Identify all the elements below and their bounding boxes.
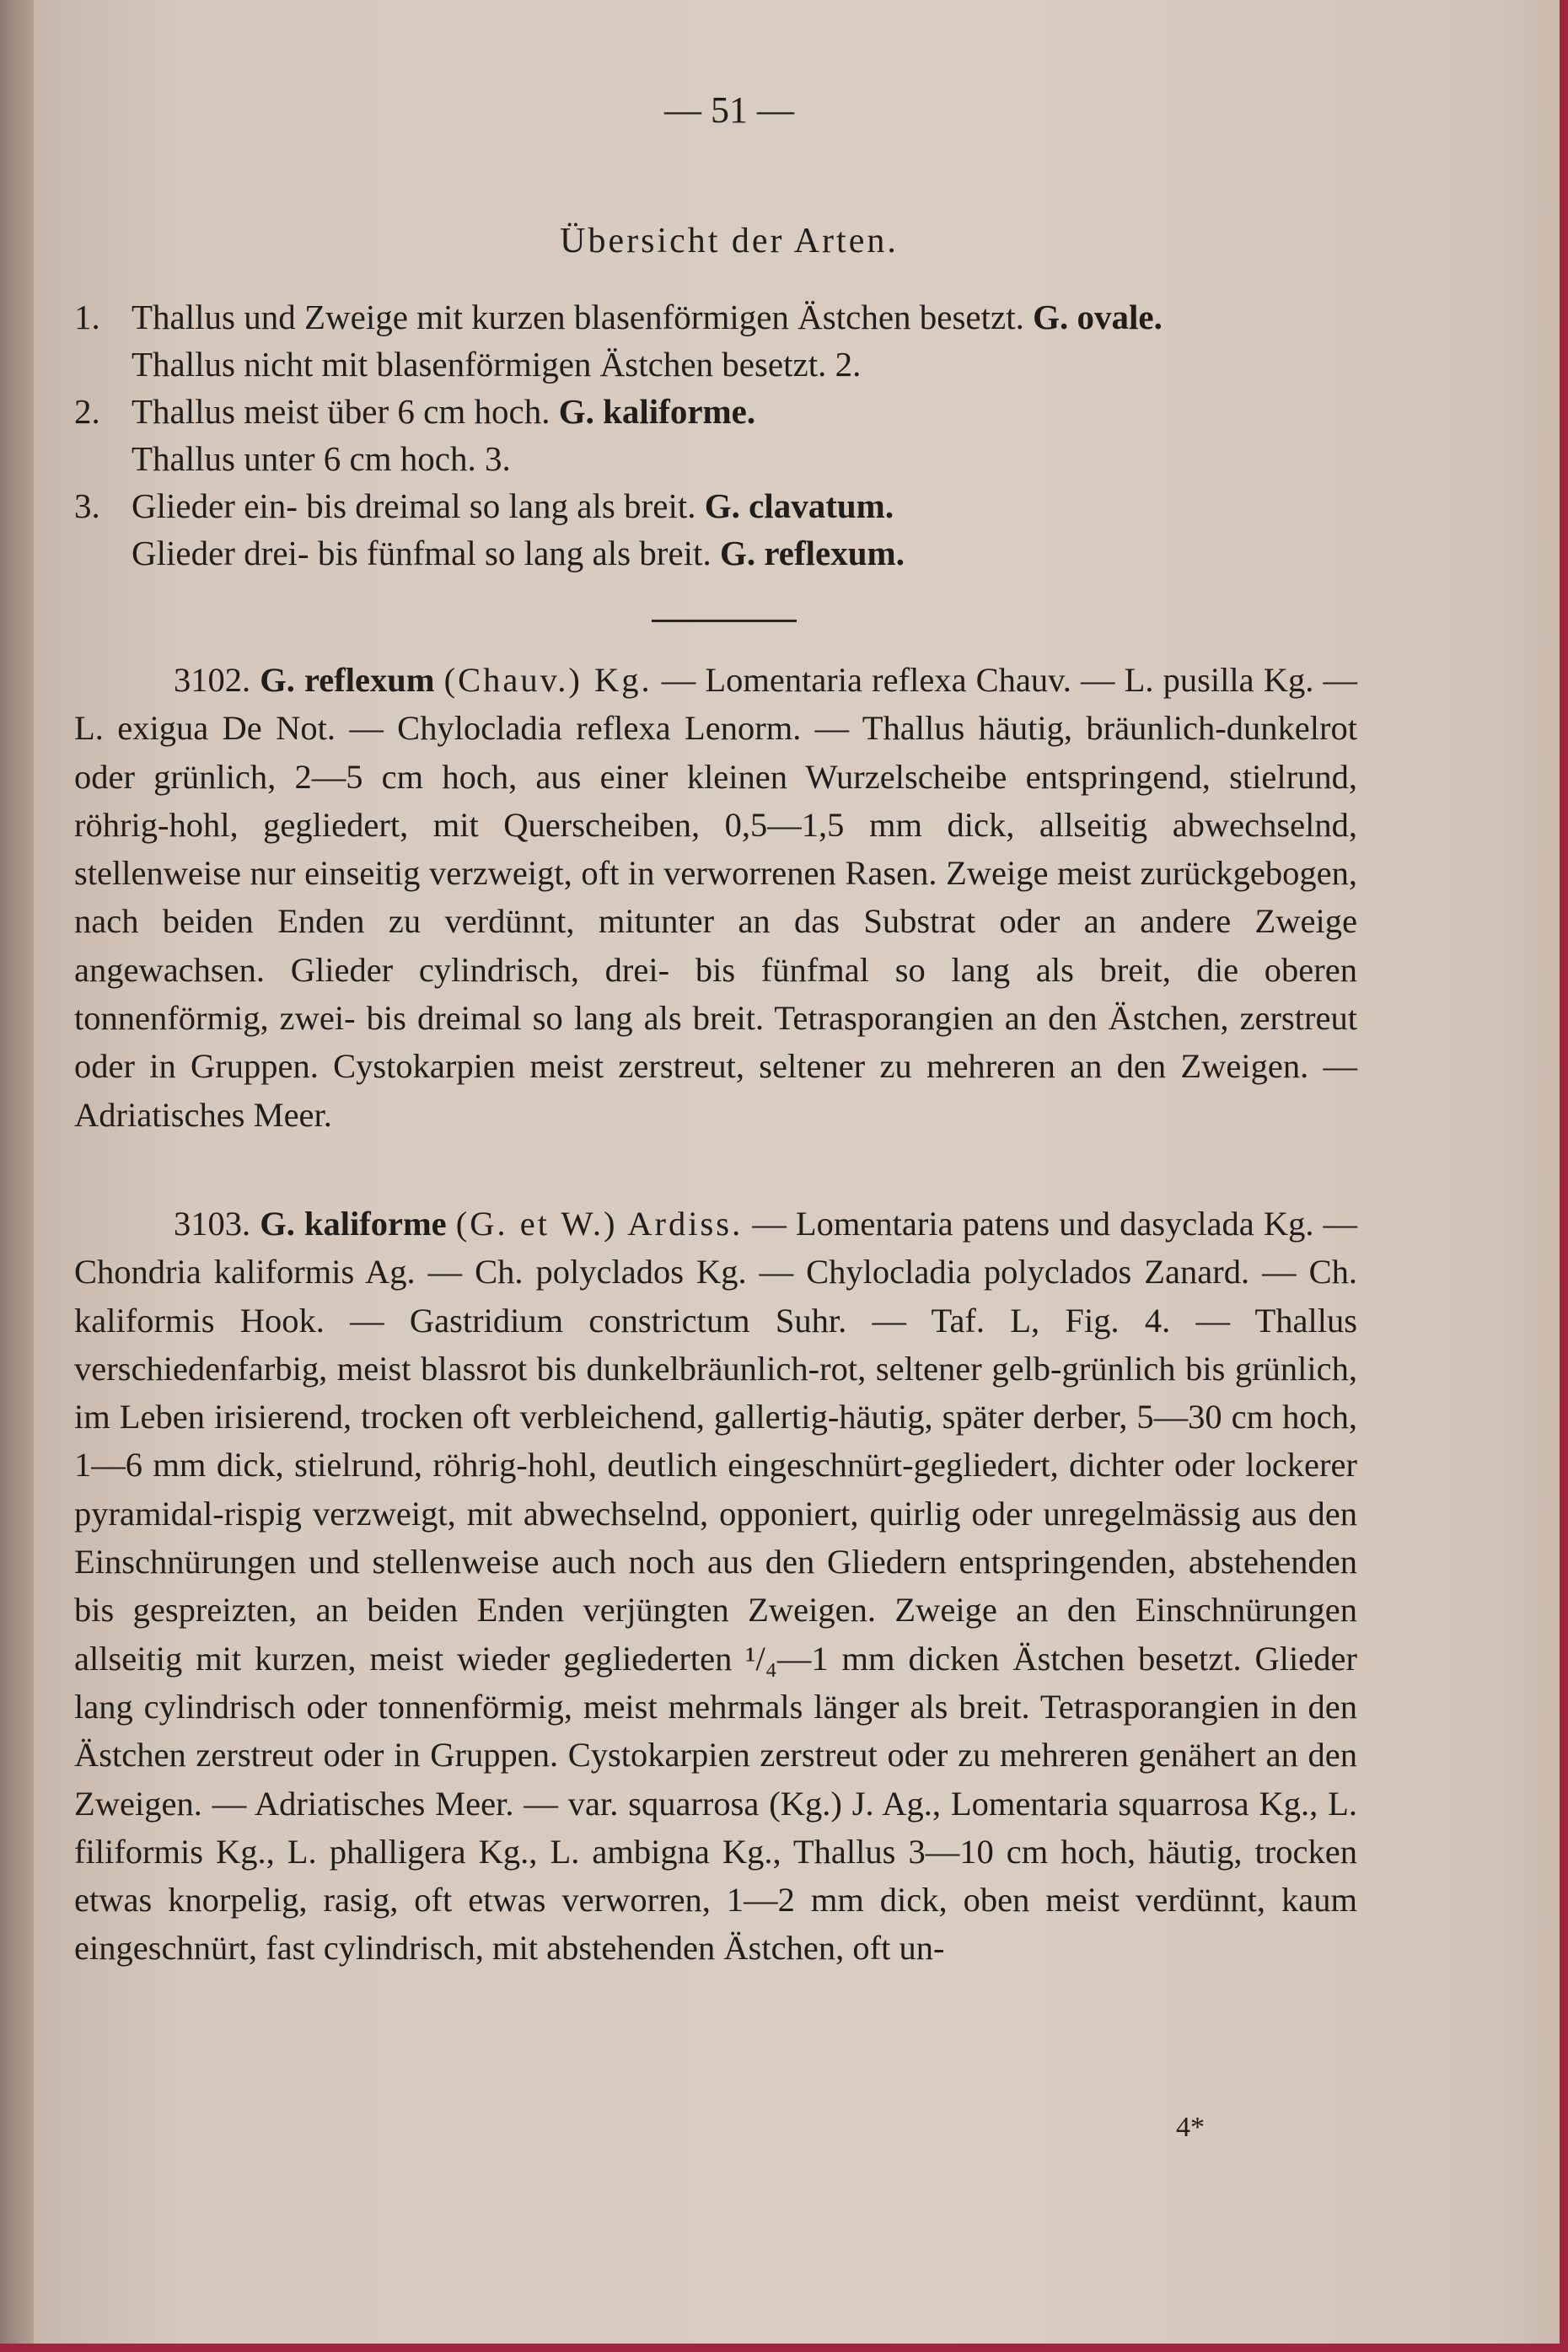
page-edge-right — [1560, 0, 1568, 2352]
key-text: Glieder ein- bis dreimal so lang als breit. — [132, 486, 696, 525]
page-edge-bottom — [0, 2344, 1568, 2352]
key-text: Thallus und Zweige mit kurzen blasenförmigen Ästchen besetzt. — [132, 298, 1024, 336]
key-row — [74, 435, 1423, 482]
key-row — [74, 388, 1423, 435]
entry-number: 3103. — [174, 1205, 251, 1243]
key-text: Thallus meist über 6 cm hoch. — [132, 392, 550, 431]
sheet-signature-mark: 4* — [1176, 2112, 1205, 2143]
divider-rule — [652, 620, 797, 622]
entry-author: (Chauv.) Kg. — [443, 661, 652, 699]
entry-description: — Lomentaria reflexa Chauv. — L. pusilla Kg. — L. exigua De Not. — Chylocladia reflexa Lenorm. — Thallus häutig, bräunlich-dunkelrot oder grünlich, 2—5 cm hoch, aus einer kleinen Wurzelscheibe entspringend, stielrund, röhrig-hohl, gegliedert, mit Querscheiben, 0,5—1,5 mm dick, allseitig abwechselnd, stellenweise nur einseitig verzweigt, oft in verworrenen Rasen. Zweige meist zurückgebogen, nach beiden Enden zu verdünnt, mitunter an das Substrat oder an andere Zweige angewachsen. Glieder cylindrisch, drei- bis fünfmal so lang als breit, die oberen tonnenförmig, zwei- bis dreimal so lang als breit. Tetrasporangien an den Ästchen, zerstreut oder in Gruppen. Cystokarpien meist zerstreut, seltener zu mehreren an den Zweigen. — Adriatisches Meer. — [74, 661, 1358, 1134]
key-text: Thallus nicht mit blasenförmigen Ästchen besetzt. 2. — [132, 345, 862, 384]
key-row — [74, 482, 1423, 529]
key-species: G. kaliforme. — [558, 392, 756, 431]
key-species: G. clavatum. — [704, 486, 894, 525]
key-row — [74, 341, 1423, 388]
key-text: Thallus unter 6 cm hoch. 3. — [132, 439, 511, 478]
key-row — [74, 293, 1423, 341]
species-entry-reflexum — [74, 656, 1357, 1139]
entry-number: 3102. — [174, 661, 251, 699]
key-number — [74, 435, 132, 482]
key-number — [74, 341, 132, 388]
book-spine-shadow — [0, 0, 34, 2352]
entry-author: (G. et W.) Ardiss. — [455, 1205, 744, 1243]
key-text: Glieder drei- bis fünfmal so lang als breit. — [132, 534, 712, 572]
entry-species-name: G. reflexum — [260, 661, 435, 699]
species-entry-kaliforme — [74, 1200, 1357, 1973]
key-species: G. reflexum. — [719, 534, 905, 572]
entry-species-name: G. kaliforme — [260, 1205, 447, 1243]
page-number: — 51 — — [664, 89, 794, 131]
key-row — [74, 529, 1423, 577]
key-number — [74, 529, 132, 577]
key-number: 1. — [74, 298, 100, 336]
key-species: G. ovale. — [1033, 298, 1163, 336]
section-heading: Übersicht der Arten. — [560, 222, 899, 260]
entry-description: — Lomentaria patens und dasyclada Kg. — Chondria kaliformis Ag. — Ch. polyclados Kg. — Chylocladia polyclados Zanard. — Ch. kaliformis Hook. — Gastridium constrictum Suhr. — Taf. L, Fig. 4. — Thallus verschiedenfarbig, meist blassrot bis dunkelbräunlich-rot, seltener gelb-grünlich bis grünlich, im Leben irisierend, trocken oft verbleichend, gallertig-häutig, später derber, 5—30 cm hoch, 1—6 mm dick, stielrund, röhrig-hohl, deutlich eingeschnürt-gegliedert, dichter oder lockerer pyramidal-rispig verzweigt, mit abwechselnd, opponiert, quirlig oder unregelmässig aus den Einschnürungen und stellenweise auch noch aus den Gliedern entspringenden, abstehenden bis gespreizten, an beiden Enden verjüngten Zweigen. Zweige an den Einschnürungen allseitig mit kurzen, meist wieder gegliederten ¹/₄—1 mm dicken Ästchen besetzt. Glieder lang cylindrisch oder tonnenförmig, meist mehrmals länger als breit. Tetrasporangien in den Ästchen zerstreut oder in Gruppen. Cystokarpien zerstreut oder zu mehreren genähert an den Zweigen. — Adriatisches Meer. — var. squarrosa (Kg.) J. Ag., Lomentaria squarrosa Kg., L. filiformis Kg., L. phalligera Kg., L. ambigna Kg., Thallus 3—10 cm hoch, häutig, trocken etwas knorpelig, rasig, oft etwas verworren, 1—2 mm dick, oben meist verdünnt, kaum eingeschnürt, fast cylindrisch, mit abstehenden Ästchen, oft un- — [74, 1205, 1358, 1968]
key-number: 3. — [74, 486, 100, 525]
key-number: 2. — [74, 392, 100, 431]
species-key — [74, 293, 1423, 577]
